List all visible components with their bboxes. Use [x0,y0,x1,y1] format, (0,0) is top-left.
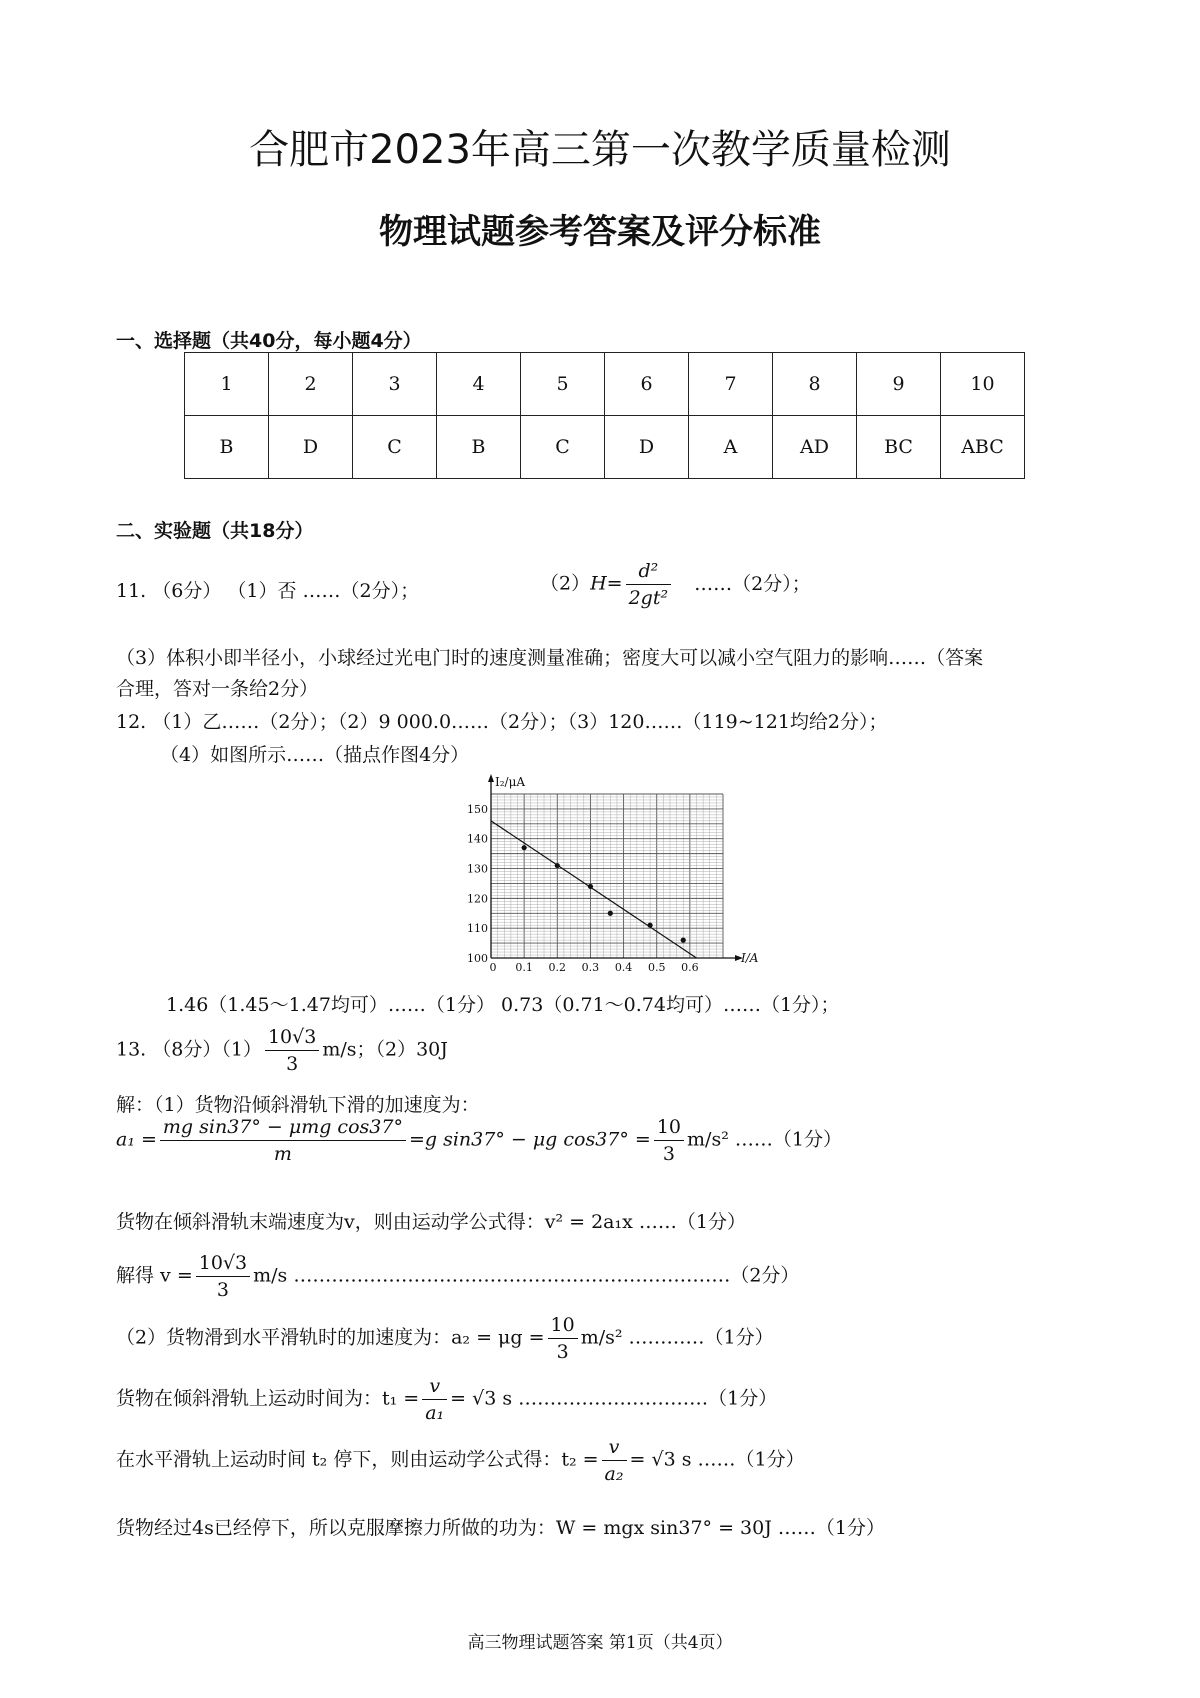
data-point [647,923,652,928]
x-tick-label: 0.3 [581,961,600,974]
q13-intro: 解：（1）货物沿倾斜滑轨下滑的加速度为： [116,1094,480,1116]
y-tick-label: 120 [467,892,488,906]
q13-header [116,1026,448,1075]
q13-eq1-lhs: a₁ = [116,1128,157,1151]
x-tick-label: 0.5 [647,961,666,974]
q13-eq5-num: v [422,1375,447,1400]
q13-eq5 [116,1375,777,1424]
q13-eq5-prefix: 货物在倾斜滑轨上运动时间为：t₁ = [116,1387,420,1410]
q13-eq4-tail: m/s² …………（1分） [580,1326,774,1349]
answer-table [184,352,1025,479]
q13-eq5-fraction [422,1375,447,1424]
y-tick-label: 130 [467,862,488,876]
q13-eq7: 货物经过4s已经停下，所以克服摩擦力所做的功为：W = mgx sin37° = 30J ……（1分） [116,1517,885,1539]
q13-eq4-prefix: （2）货物滑到水平滑轨时的加速度为：a₂ = μg = [116,1326,545,1349]
x-tick-label: 0.2 [548,961,567,974]
answer-table-numbers-row [185,353,1025,416]
q13-eq1-tail: m/s² ……（1分） [687,1128,842,1151]
q13-header-prefix: 13. （8分）（1） [116,1038,262,1061]
q13-eq1-result-fraction [654,1116,684,1165]
question-number: 6 [605,353,689,416]
question-number: 3 [353,353,437,416]
data-point [588,884,593,889]
section1-heading: 一、选择题（共40分，每小题4分） [116,330,422,352]
q11-part3-line2: 合理，答对一条给2分） [116,678,319,700]
q11-part2-suffix: ……（2分）； [694,572,811,595]
q11-fraction [626,560,672,609]
page-title: 合肥市2023年高三第一次教学质量检测 [249,127,951,173]
q13-eq3-tail: m/s ……………………………………………………………（2分） [253,1264,800,1287]
q13-eq6-den: a₂ [604,1463,624,1485]
q13-eq6-fraction [602,1436,627,1485]
q13-eq2: 货物在倾斜滑轨末端速度为v，则由运动学公式得：v² = 2a₁x ……（1分） [116,1211,746,1233]
q13-eq5-tail: = √3 s …………………………（1分） [450,1387,778,1410]
q11-part2 [540,560,811,609]
q13-eq1-num: mg sin37° − μmg cos37° [160,1116,406,1141]
q13-eq1-result-den: 3 [662,1143,675,1165]
question-number: 2 [269,353,353,416]
q12-line2: （4）如图所示……（描点作图4分） [160,744,470,766]
answer-cell: A [689,416,773,479]
q13-eq4-num: 10 [548,1314,578,1339]
question-number: 8 [773,353,857,416]
page-footer: 高三物理试题答案 第1页（共4页） [467,1633,733,1653]
answer-cell: B [185,416,269,479]
answer-cell: ABC [941,416,1025,479]
section2-heading: 二、实验题（共18分） [116,520,314,542]
q13-eq3 [116,1252,799,1301]
q11-part2-prefix: （2） [540,572,591,595]
q13-eq3-num: 10√3 [196,1252,250,1277]
q13-eq6-num: v [602,1436,627,1461]
q13-eq1-den: m [273,1143,292,1165]
answer-cell: B [437,416,521,479]
answer-table-answers-row [185,416,1025,479]
x-tick-label: 0.4 [614,961,633,974]
q11-fraction-num: d² [626,560,672,585]
q13-eq1 [116,1116,842,1165]
q13-eq1-result-num: 10 [654,1116,684,1141]
q13-eq4 [116,1314,774,1363]
y-axis-arrow [488,774,494,782]
chart [455,772,759,974]
data-point [555,863,560,868]
q13-eq3-fraction [196,1252,250,1301]
q11-part3-line1: （3）体积小即半径小，小球经过光电门时的速度测量准确；密度大可以减小空气阻力的影响……（答案 [116,647,984,669]
q13-ans1-unit: m/s；（2）30J [322,1038,448,1061]
q13-ans1-fraction [265,1026,319,1075]
question-number: 4 [437,353,521,416]
answer-cell: C [353,416,437,479]
q11-fraction-den: 2gt² [628,587,669,609]
data-point [608,911,613,916]
q13-eq4-fraction [548,1314,578,1363]
q13-eq6-prefix: 在水平滑轨上运动时间 t₂ 停下，则由运动学公式得：t₂ = [116,1448,599,1471]
answer-cell: C [521,416,605,479]
y-tick-label: 140 [467,832,488,846]
question-number: 10 [941,353,1025,416]
q13-eq3-prefix: 解得 v = [116,1264,193,1287]
question-number: 7 [689,353,773,416]
answer-cell: D [605,416,689,479]
answer-cell: BC [857,416,941,479]
question-number: 5 [521,353,605,416]
x-tick-label: 0.6 [681,961,699,974]
y-axis-label: I₂/μA [495,775,526,789]
answer-cell: AD [773,416,857,479]
y-tick-label: 100 [467,952,488,965]
question-number: 9 [857,353,941,416]
q13-eq5-den: a₁ [425,1402,445,1424]
x-tick-label: 0.1 [515,961,533,974]
q13-eq4-den: 3 [556,1341,569,1363]
data-point [522,845,527,850]
q11-part1: 11. （6分） （1）否 ……（2分）； [116,580,420,602]
data-point [681,938,686,943]
q12-result: 1.46（1.45～1.47均可）……（1分） 0.73（0.71～0.74均可）……（1分）； [166,994,840,1016]
q13-eq6-tail: = √3 s ……（1分） [629,1448,805,1471]
q13-eq6 [116,1436,805,1485]
q11-formula-lhs: H= [590,572,623,595]
q12-line1: 12. （1）乙……（2分）；（2）9 000.0……（2分）；（3）120……（119~121均给2分）； [116,711,888,733]
q13-eq1-fraction [160,1116,406,1165]
question-number: 1 [185,353,269,416]
x-tick-label: 0 [489,961,497,974]
y-tick-label: 150 [467,802,488,816]
q13-eq1-mid: =g sin37° − μg cos37° = [408,1128,651,1151]
answer-cell: D [269,416,353,479]
q13-ans1-num: 10√3 [265,1026,319,1051]
page-subtitle: 物理试题参考答案及评分标准 [379,212,821,252]
q13-eq3-den: 3 [216,1279,229,1301]
q13-ans1-den: 3 [286,1053,299,1075]
y-tick-label: 110 [467,922,488,936]
x-axis-label: I/A [741,951,759,965]
